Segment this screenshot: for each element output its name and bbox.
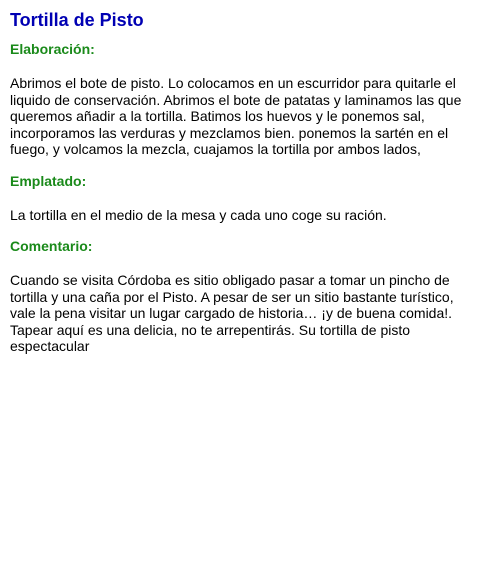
spacer	[10, 158, 479, 173]
section-emplatado	[10, 173, 479, 224]
spacer	[10, 190, 479, 207]
spacer	[10, 255, 479, 272]
section-elaboracion	[10, 41, 479, 158]
page-title: Tortilla de Pisto	[10, 10, 144, 30]
section-text-comentario: Cuando se visita Córdoba es sitio obligado pasar a tomar un pincho de tortilla y una caña por el Pisto. A pesar de ser un sitio bastante turístico, vale la pena visitar un lugar cargado de historia… ¡y de buena comida!. Tapear aquí es una delicia, no te arrepentirás. Su tortilla de pisto espectacular	[10, 272, 454, 354]
section-heading-emplatado: Emplatado:	[10, 172, 87, 189]
section-text-elaboracion: Abrimos el bote de pisto. Lo colocamos en un escurridor para quitarle el liquido de conservación. Abrimos el bote de patatas y laminamos las que queremos añadir a la tortilla. Batimos los huevos y le ponemos sal, incorporamos las verduras y mezclamos bien. ponemos la sartén en el fuego, y volcamos la mezcla, cuajamos la tortilla por ambos lados,	[10, 75, 462, 157]
section-heading-elaboracion: Elaboración:	[10, 41, 95, 57]
section-comentario	[10, 238, 479, 355]
section-heading-comentario: Comentario:	[10, 238, 93, 254]
spacer	[10, 58, 479, 75]
spacer	[10, 31, 479, 41]
section-text-emplatado: La tortilla en el medio de la mesa y cada uno coge su ración.	[10, 206, 387, 223]
spacer	[10, 223, 479, 238]
